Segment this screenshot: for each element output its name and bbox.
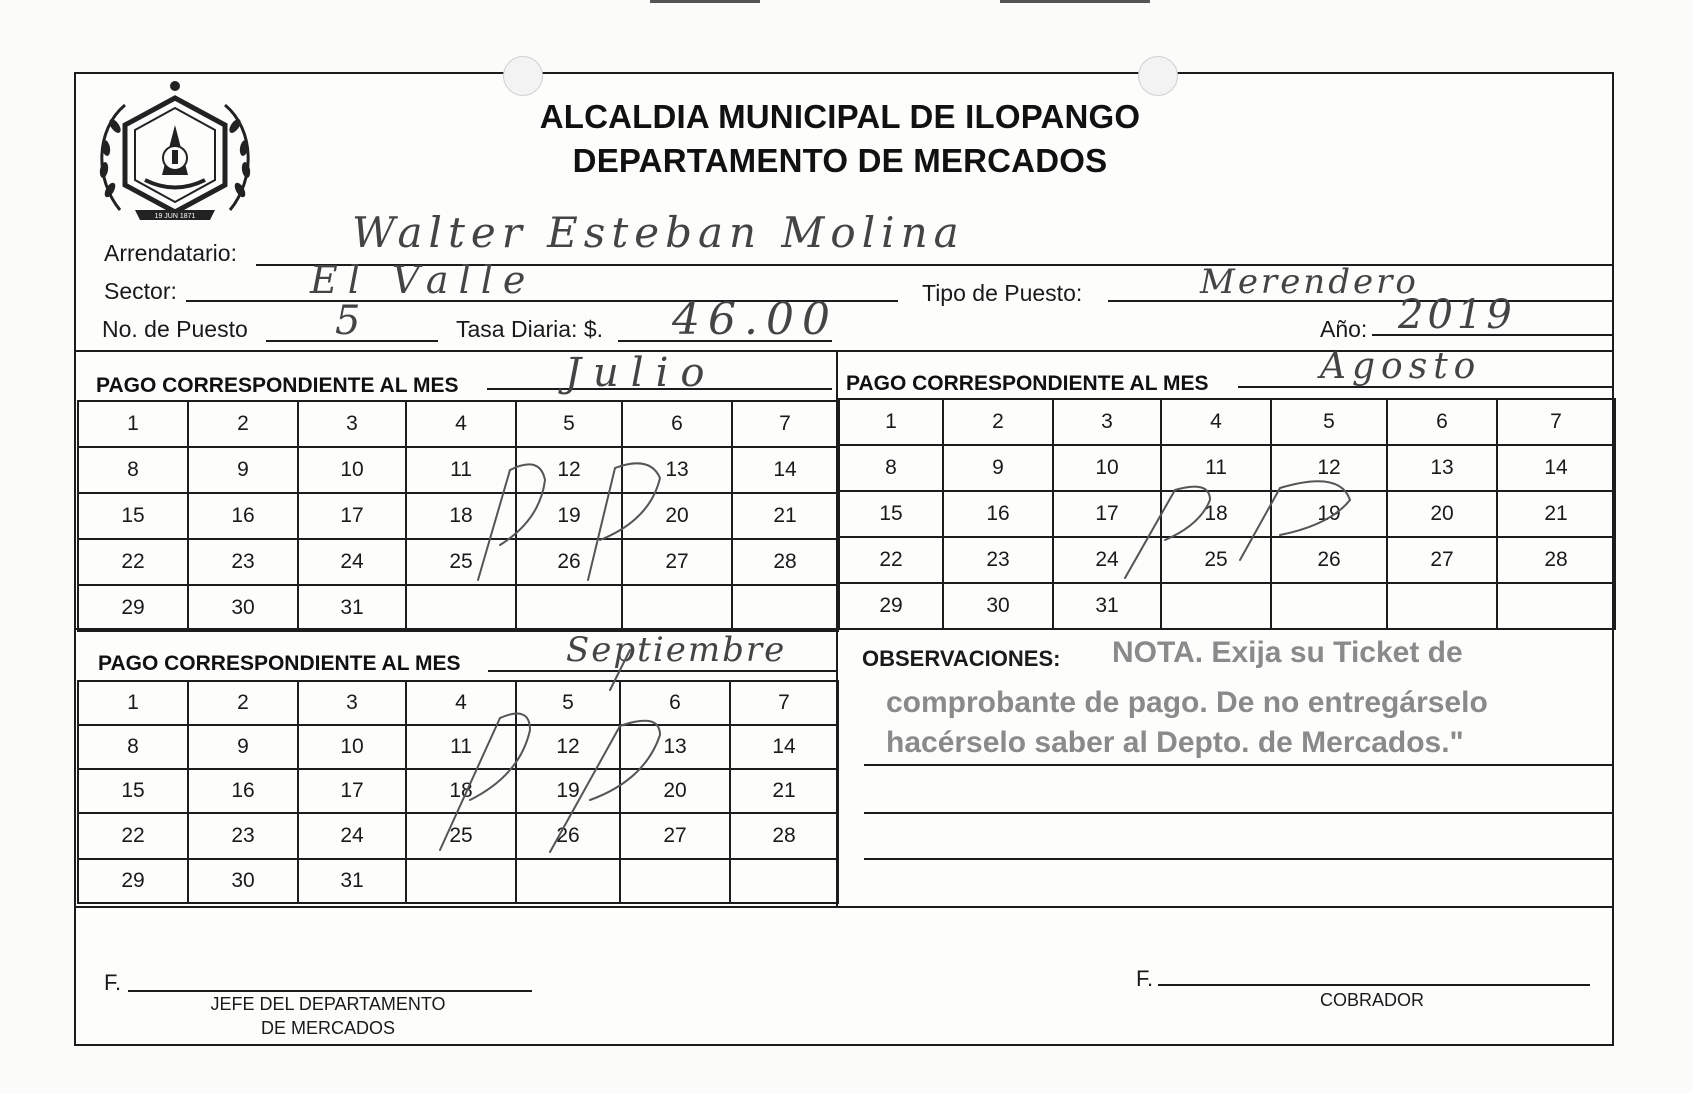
calendar-day-cell: 29 [839, 583, 943, 629]
calendar-day-cell: 23 [188, 813, 298, 859]
calendar-day-cell: 23 [943, 537, 1053, 583]
calendar-week-row [78, 681, 838, 725]
calendar-day-cell: 25 [1161, 537, 1271, 583]
calendar-day-cell: 12 [516, 447, 622, 493]
calendar-week-row [78, 813, 838, 859]
calendar-day-cell: 12 [1271, 445, 1387, 491]
calendar-day-cell: 5 [1271, 399, 1387, 445]
calendar-day-cell: 17 [298, 769, 406, 813]
arrendatario-label: Arrendatario: [104, 240, 237, 266]
calendar-day-cell: 25 [406, 813, 516, 859]
seal-text: 19 JUN 1871 [154, 213, 196, 220]
calendar-day-cell: 10 [298, 447, 406, 493]
month-value: Julio [565, 350, 717, 396]
observaciones-line [864, 764, 1614, 766]
calendar-agosto [838, 398, 1616, 630]
month-value: Septiembre [566, 630, 787, 670]
calendar-day-cell: 27 [620, 813, 730, 859]
calendar-day-cell: 26 [516, 813, 620, 859]
calendar-day-cell: 15 [78, 769, 188, 813]
section-divider [74, 906, 1614, 908]
calendar-day-cell [406, 859, 516, 903]
calendar-day-cell: 28 [730, 813, 838, 859]
sector-label: Sector: [104, 278, 177, 304]
calendar-day-cell: 3 [1053, 399, 1161, 445]
calendar-day-cell: 7 [1497, 399, 1615, 445]
calendar-day-cell [622, 585, 732, 631]
calendar-day-cell: 27 [1387, 537, 1497, 583]
calendar-day-cell: 7 [730, 681, 838, 725]
calendar-day-cell [620, 859, 730, 903]
scan-mark [1000, 0, 1150, 3]
calendar-septiembre [77, 680, 839, 904]
jefe-label [178, 992, 478, 1040]
observaciones-label: OBSERVACIONES: [862, 646, 1061, 671]
calendar-day-cell: 13 [622, 447, 732, 493]
calendar-day-cell: 16 [943, 491, 1053, 537]
calendar-day-cell [1497, 583, 1615, 629]
calendar-day-cell: 2 [188, 401, 298, 447]
calendar-week-row [78, 447, 838, 493]
calendar-day-cell: 13 [620, 725, 730, 769]
calendar-day-cell [1271, 583, 1387, 629]
calendar-day-cell: 30 [943, 583, 1053, 629]
calendar-day-cell: 11 [406, 447, 516, 493]
month-title: PAGO CORRESPONDIENTE AL MES [98, 652, 461, 675]
calendar-day-cell: 14 [1497, 445, 1615, 491]
month-underline [488, 670, 836, 672]
calendar-day-cell: 20 [620, 769, 730, 813]
calendar-day-cell: 31 [1053, 583, 1161, 629]
calendar-day-cell: 24 [298, 539, 406, 585]
calendar-week-row [78, 769, 838, 813]
calendar-day-cell: 28 [1497, 537, 1615, 583]
calendar-week-row [839, 399, 1615, 445]
calendar-day-cell: 19 [516, 769, 620, 813]
observaciones-line [864, 858, 1614, 860]
calendar-day-cell: 8 [78, 447, 188, 493]
calendar-day-cell: 7 [732, 401, 838, 447]
calendar-week-row [839, 445, 1615, 491]
calendar-day-cell: 18 [1161, 491, 1271, 537]
month-title: PAGO CORRESPONDIENTE AL MES [96, 374, 459, 397]
calendar-day-cell: 27 [622, 539, 732, 585]
calendar-day-cell: 2 [188, 681, 298, 725]
calendar-day-cell: 29 [78, 859, 188, 903]
calendar-day-cell: 5 [516, 401, 622, 447]
calendar-day-cell: 22 [839, 537, 943, 583]
calendar-day-cell: 1 [839, 399, 943, 445]
calendar-day-cell: 24 [1053, 537, 1161, 583]
tasa-label: Tasa Diaria: $. [456, 316, 604, 342]
calendar-day-cell [516, 859, 620, 903]
puesto-label: No. de Puesto [102, 316, 248, 342]
calendar-day-cell: 20 [1387, 491, 1497, 537]
signature-prefix: F. [1136, 966, 1154, 991]
calendar-day-cell: 24 [298, 813, 406, 859]
calendar-day-cell: 26 [1271, 537, 1387, 583]
section-divider [74, 628, 1614, 630]
calendar-day-cell: 8 [839, 445, 943, 491]
arrendatario-value: Walter Esteban Molina [352, 208, 965, 257]
calendar-day-cell: 6 [622, 401, 732, 447]
calendar-day-cell: 21 [1497, 491, 1615, 537]
signature-prefix: F. [104, 970, 122, 995]
observaciones-line [864, 812, 1614, 814]
calendar-day-cell: 1 [78, 681, 188, 725]
calendar-day-cell: 6 [620, 681, 730, 725]
calendar-day-cell [730, 859, 838, 903]
calendar-day-cell [732, 585, 838, 631]
calendar-week-row [839, 537, 1615, 583]
puesto-value: 5 [335, 298, 361, 344]
calendar-day-cell: 14 [732, 447, 838, 493]
calendar-day-cell: 16 [188, 493, 298, 539]
tipo-puesto-value: Merendero [1200, 262, 1419, 302]
calendar-day-cell: 21 [732, 493, 838, 539]
calendar-day-cell: 9 [188, 447, 298, 493]
calendar-day-cell: 25 [406, 539, 516, 585]
calendar-day-cell: 21 [730, 769, 838, 813]
tipo-puesto-label: Tipo de Puesto: [922, 280, 1083, 306]
calendar-week-row [78, 859, 838, 903]
calendar-day-cell: 10 [298, 725, 406, 769]
sector-value: El Valle [310, 258, 536, 302]
cobrador-label: COBRADOR [1319, 990, 1424, 1010]
calendar-week-row [839, 491, 1615, 537]
calendar-day-cell: 4 [406, 401, 516, 447]
calendar-day-cell: 20 [622, 493, 732, 539]
calendar-day-cell: 19 [516, 493, 622, 539]
calendar-day-cell: 9 [943, 445, 1053, 491]
header-title: ALCALDIA MUNICIPAL DE ILOPANGO [539, 98, 1141, 135]
calendar-day-cell: 3 [298, 681, 406, 725]
calendar-day-cell: 23 [188, 539, 298, 585]
calendar-day-cell: 5 [516, 681, 620, 725]
calendar-day-cell: 4 [406, 681, 516, 725]
calendar-day-cell: 1 [78, 401, 188, 447]
nota-line: comprobante de pago. De no entregárselo [886, 686, 1488, 719]
nota-line: NOTA. Exija su Ticket de [1112, 636, 1463, 669]
calendar-day-cell: 11 [1161, 445, 1271, 491]
calendar-day-cell [516, 585, 622, 631]
calendar-day-cell: 8 [78, 725, 188, 769]
calendar-day-cell: 2 [943, 399, 1053, 445]
calendar-day-cell: 19 [1271, 491, 1387, 537]
calendar-day-cell: 17 [298, 493, 406, 539]
calendar-day-cell: 3 [298, 401, 406, 447]
calendar-week-row [78, 585, 838, 631]
jefe-label-line2: DE MERCADOS [260, 1018, 395, 1038]
municipal-seal-icon [90, 80, 260, 230]
calendar-day-cell: 11 [406, 725, 516, 769]
calendar-week-row [78, 401, 838, 447]
nota-line: hacérselo saber al Depto. de Mercados." [886, 726, 1464, 759]
calendar-day-cell: 12 [516, 725, 620, 769]
calendar-day-cell: 9 [188, 725, 298, 769]
calendar-week-row [839, 583, 1615, 629]
calendar-day-cell: 14 [730, 725, 838, 769]
calendar-day-cell: 31 [298, 859, 406, 903]
calendar-day-cell: 30 [188, 585, 298, 631]
calendar-day-cell: 22 [78, 813, 188, 859]
month-title: PAGO CORRESPONDIENTE AL MES [846, 372, 1209, 395]
calendar-week-row [78, 539, 838, 585]
header-subtitle: DEPARTAMENTO DE MERCADOS [572, 142, 1108, 179]
calendar-day-cell: 17 [1053, 491, 1161, 537]
calendar-day-cell [1161, 583, 1271, 629]
month-value: Agosto [1320, 346, 1482, 387]
calendar-day-cell: 16 [188, 769, 298, 813]
calendar-day-cell: 13 [1387, 445, 1497, 491]
punch-hole [1138, 56, 1178, 96]
calendar-week-row [78, 725, 838, 769]
calendar-day-cell: 18 [406, 493, 516, 539]
calendar-week-row [78, 493, 838, 539]
anio-value: 2019 [1398, 292, 1516, 338]
signature-line-cobrador [1158, 984, 1590, 986]
calendar-day-cell: 31 [298, 585, 406, 631]
punch-hole [503, 56, 543, 96]
calendar-day-cell: 26 [516, 539, 622, 585]
calendar-day-cell: 15 [839, 491, 943, 537]
calendar-day-cell: 4 [1161, 399, 1271, 445]
calendar-day-cell: 29 [78, 585, 188, 631]
calendar-day-cell: 22 [78, 539, 188, 585]
jefe-label-line1: JEFE DEL DEPARTAMENTO [210, 994, 446, 1014]
calendar-day-cell: 28 [732, 539, 838, 585]
anio-label: Año: [1320, 316, 1368, 342]
calendar-day-cell: 15 [78, 493, 188, 539]
calendar-day-cell [1387, 583, 1497, 629]
scan-mark [650, 0, 760, 3]
calendar-day-cell: 6 [1387, 399, 1497, 445]
calendar-day-cell [406, 585, 516, 631]
tasa-value: 46.00 [672, 294, 838, 345]
calendar-day-cell: 30 [188, 859, 298, 903]
calendar-day-cell: 10 [1053, 445, 1161, 491]
calendar-day-cell: 18 [406, 769, 516, 813]
calendar-julio [77, 400, 839, 632]
